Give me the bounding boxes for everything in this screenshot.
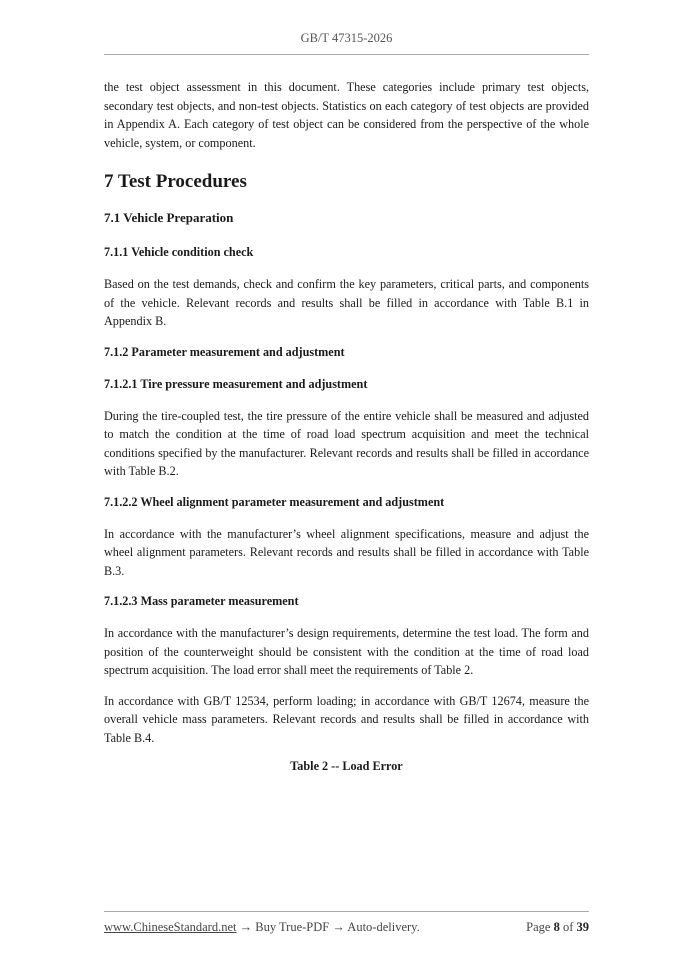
section-heading-7-1-2-3: 7.1.2.3 Mass parameter measurement: [104, 594, 299, 608]
footer-promo-text: → Buy True-PDF → Auto-delivery.: [236, 920, 420, 934]
table-caption: Table 2 -- Load Error: [290, 759, 403, 773]
page-total: 39: [576, 920, 589, 934]
section-heading-7: 7 Test Procedures: [104, 171, 247, 192]
page-number: 8: [553, 920, 560, 934]
section-heading-7-1-2-2: 7.1.2.2 Wheel alignment parameter measurement and adjustment: [104, 494, 445, 509]
document-id-header: GB/T 47315-2026: [300, 31, 393, 45]
paragraph-7-1-1: Based on the test demands, check and confirm the key parameters, critical parts, and components of the vehicle. Relevant records and results shall be filled in accordance with Table B.1 in Appendix B.: [104, 277, 589, 328]
page-indicator: [526, 920, 589, 935]
footer-divider: [104, 911, 589, 912]
of-word: of: [562, 920, 574, 934]
section-heading-7-1-1: 7.1.1 Vehicle condition check: [104, 245, 254, 259]
paragraph-7-1-2-3-a: In accordance with the manufacturer’s design requirements, determine the test load. The form and position of the counterweight should be consistent with the condition at the time of road load spectrum acquisition. The load error shall meet the requirements of Table 2.: [104, 626, 589, 677]
page-footer: [104, 920, 589, 935]
intro-paragraph: the test object assessment in this document. These categories include primary test objects, secondary test objects, and non-test objects. Statistics on each category of test objects are provided in Appendix A. Each category of test object can be considered from the perspective of the whole vehicle, system, or component.: [104, 80, 589, 150]
footer-promo: [104, 920, 420, 935]
section-heading-7-1-2: 7.1.2 Parameter measurement and adjustment: [104, 344, 345, 359]
paragraph-7-1-2-3-b: In accordance with GB/T 12534, perform loading; in accordance with GB/T 12674, measure the overall vehicle mass parameters. Relevant records and results shall be filled in accordance with Table B.4.: [104, 693, 589, 745]
paragraph-7-1-2-1: During the tire-coupled test, the tire pressure of the entire vehicle shall be measured and adjusted to match the condition at the time of road load spectrum acquisition and meet the technical conditions specified by the manufacturer. Relevant records and results shall be filled in accordance with Table B.2.: [104, 408, 589, 478]
section-heading-7-1-2-1: 7.1.2.1 Tire pressure measurement and adjustment: [104, 376, 368, 391]
page-content: [104, 78, 589, 774]
page-word: Page: [526, 920, 551, 934]
site-link[interactable]: www.ChineseStandard.net: [104, 920, 237, 934]
paragraph-7-1-2-2: In accordance with the manufacturer’s wheel alignment specifications, measure and adjust the wheel alignment parameters. Relevant records and results shall be filled in accordance with Table B.3.: [104, 526, 589, 578]
header-divider: [104, 54, 589, 55]
section-heading-7-1: 7.1 Vehicle Preparation: [104, 210, 234, 225]
